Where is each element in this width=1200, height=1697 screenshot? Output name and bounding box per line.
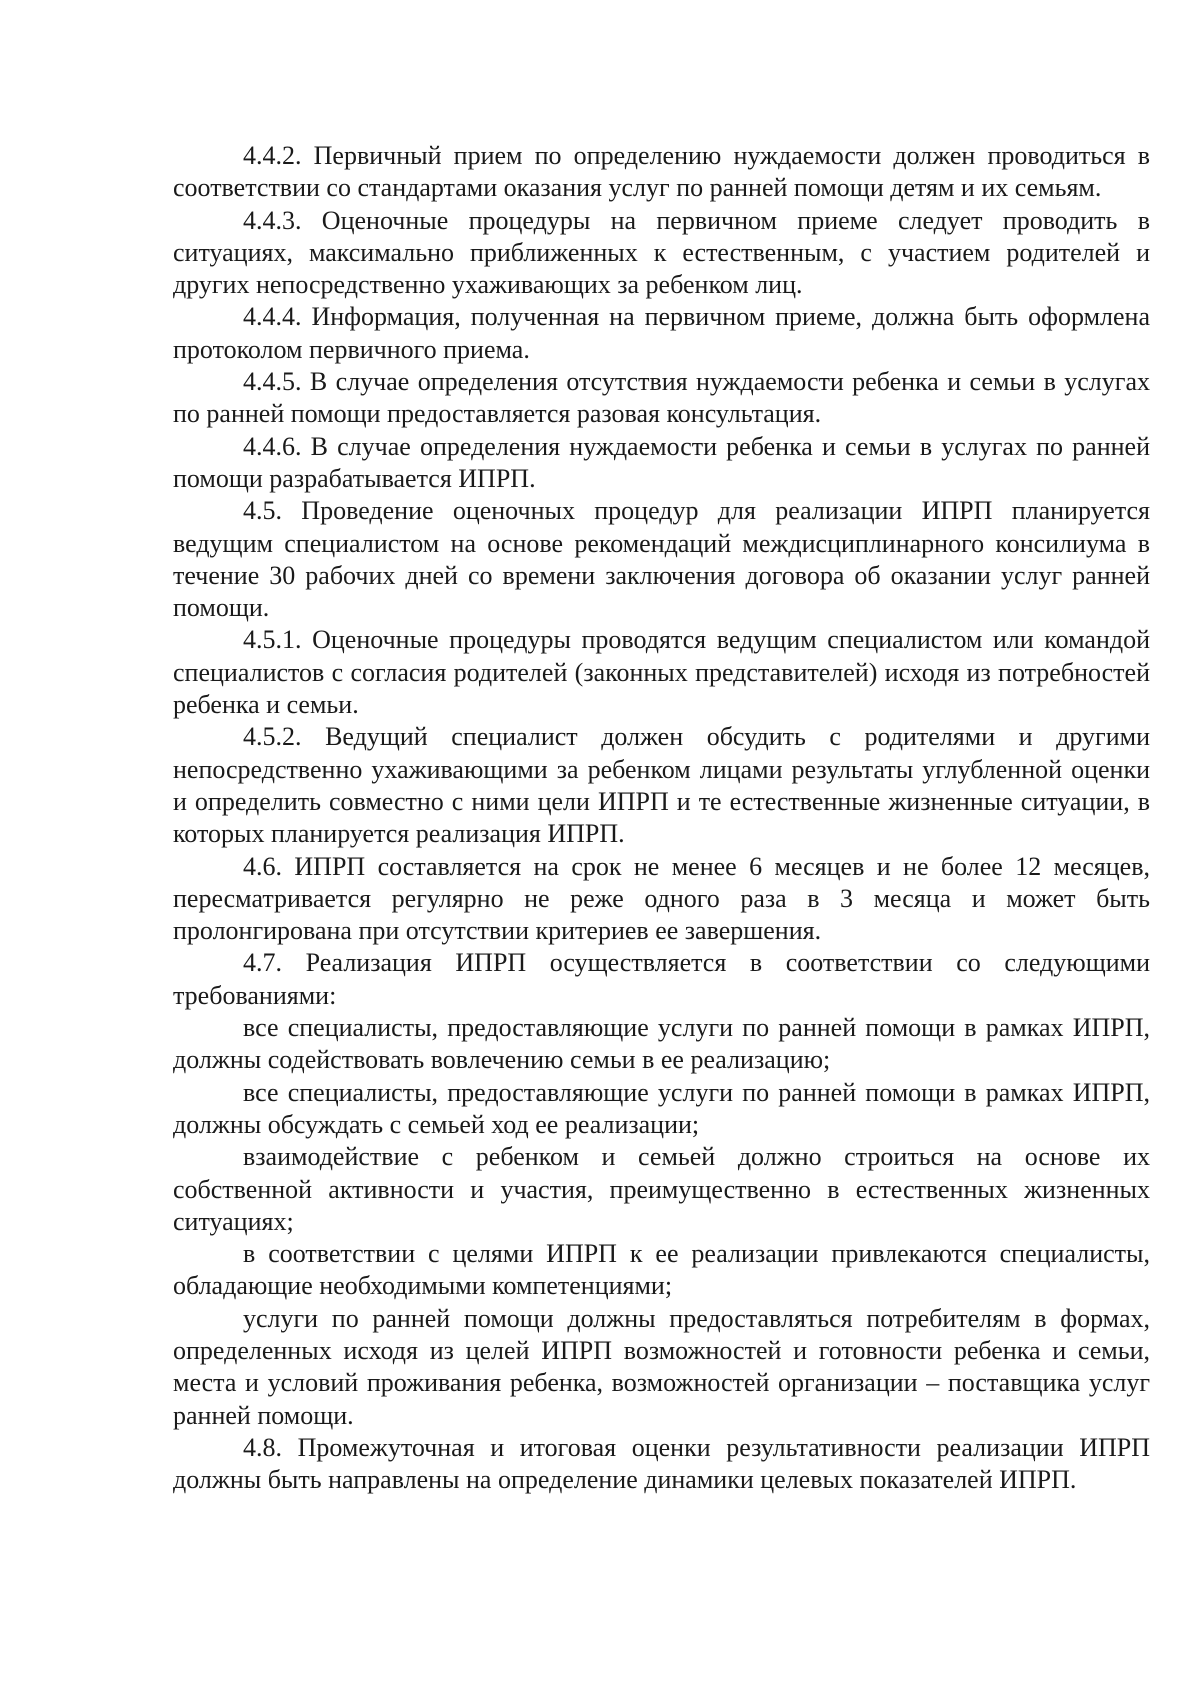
paragraph-4-4-6: 4.4.6. В случае определения нуждаемости ребенка и семьи в услугах по ранней помощи разрабатывается ИПРП. — [173, 431, 1150, 493]
requirement-item: услуги по ранней помощи должны предоставляться потребителям в формах, определенных исходя из целей ИПРП возможностей и готовности ребенка и семьи, места и условий проживания ребенка, возможностей организации – поставщика услуг ранней помощи. — [173, 1303, 1150, 1430]
document-page — [173, 140, 1150, 1496]
paragraph-4-8: 4.8. Промежуточная и итоговая оценки результативности реализации ИПРП должны быть направлены на определение динамики целевых показателей ИПРП. — [173, 1432, 1150, 1495]
paragraph-4-4-3: 4.4.3. Оценочные процедуры на первичном приеме следует проводить в ситуациях, максимально приближенных к естественным, с участием родителей и других непосредственно ухаживающих за ребенком лиц. — [173, 205, 1150, 300]
paragraph-4-4-2: 4.4.2. Первичный прием по определению нуждаемости должен проводиться в соответствии со стандартами оказания услуг по ранней помощи детям и их семьям. — [173, 141, 1150, 203]
requirement-item: все специалисты, предоставляющие услуги по ранней помощи в рамках ИПРП, должны обсуждать с семьей ход ее реализации; — [173, 1077, 1150, 1139]
paragraph-4-7: 4.7. Реализация ИПРП осуществляется в соответствии со следующими требованиями: — [173, 948, 1150, 1010]
requirement-item: взаимодействие с ребенком и семьей должно строиться на основе их собственной активности и участия, преимущественно в естественных жизненных ситуациях; — [173, 1142, 1150, 1236]
paragraph-4-5-1: 4.5.1. Оценочные процедуры проводятся ведущим специалистом или командой специалистов с согласия родителей (законных представителей) исходя из потребностей ребенка и семьи. — [173, 625, 1150, 720]
paragraph-4-5-2: 4.5.2. Ведущий специалист должен обсудить с родителями и другими непосредственно ухаживающими за ребенком лицами результаты углубленной оценки и определить совместно с ними цели ИПРП и те естественные жизненные ситуации, в которых планируется реализация ИПРП. — [173, 722, 1150, 849]
paragraph-4-4-5: 4.4.5. В случае определения отсутствия нуждаемости ребенка и семьи в услугах по ранней помощи предоставляется разовая консультация. — [173, 367, 1150, 429]
requirement-item: в соответствии с целями ИПРП к ее реализации привлекаются специалисты, обладающие необходимыми компетенциями; — [173, 1239, 1150, 1301]
requirement-item: все специалисты, предоставляющие услуги по ранней помощи в рамках ИПРП, должны содействовать вовлечению семьи в ее реализацию; — [173, 1013, 1150, 1075]
paragraph-4-4-4: 4.4.4. Информация, полученная на первичном приеме, должна быть оформлена протоколом первичного приема. — [173, 302, 1150, 364]
paragraph-4-6: 4.6. ИПРП составляется на срок не менее 6 месяцев и не более 12 месяцев, пересматривается регулярно не реже одного раза в 3 месяца и может быть пролонгирована при отсутствии критериев ее завершения. — [173, 851, 1150, 946]
paragraph-4-5: 4.5. Проведение оценочных процедур для реализации ИПРП планируется ведущим специалистом на основе рекомендаций междисциплинарного консилиума в течение 30 рабочих дней со времени заключения договора об оказании услуг ранней помощи. — [173, 496, 1150, 623]
